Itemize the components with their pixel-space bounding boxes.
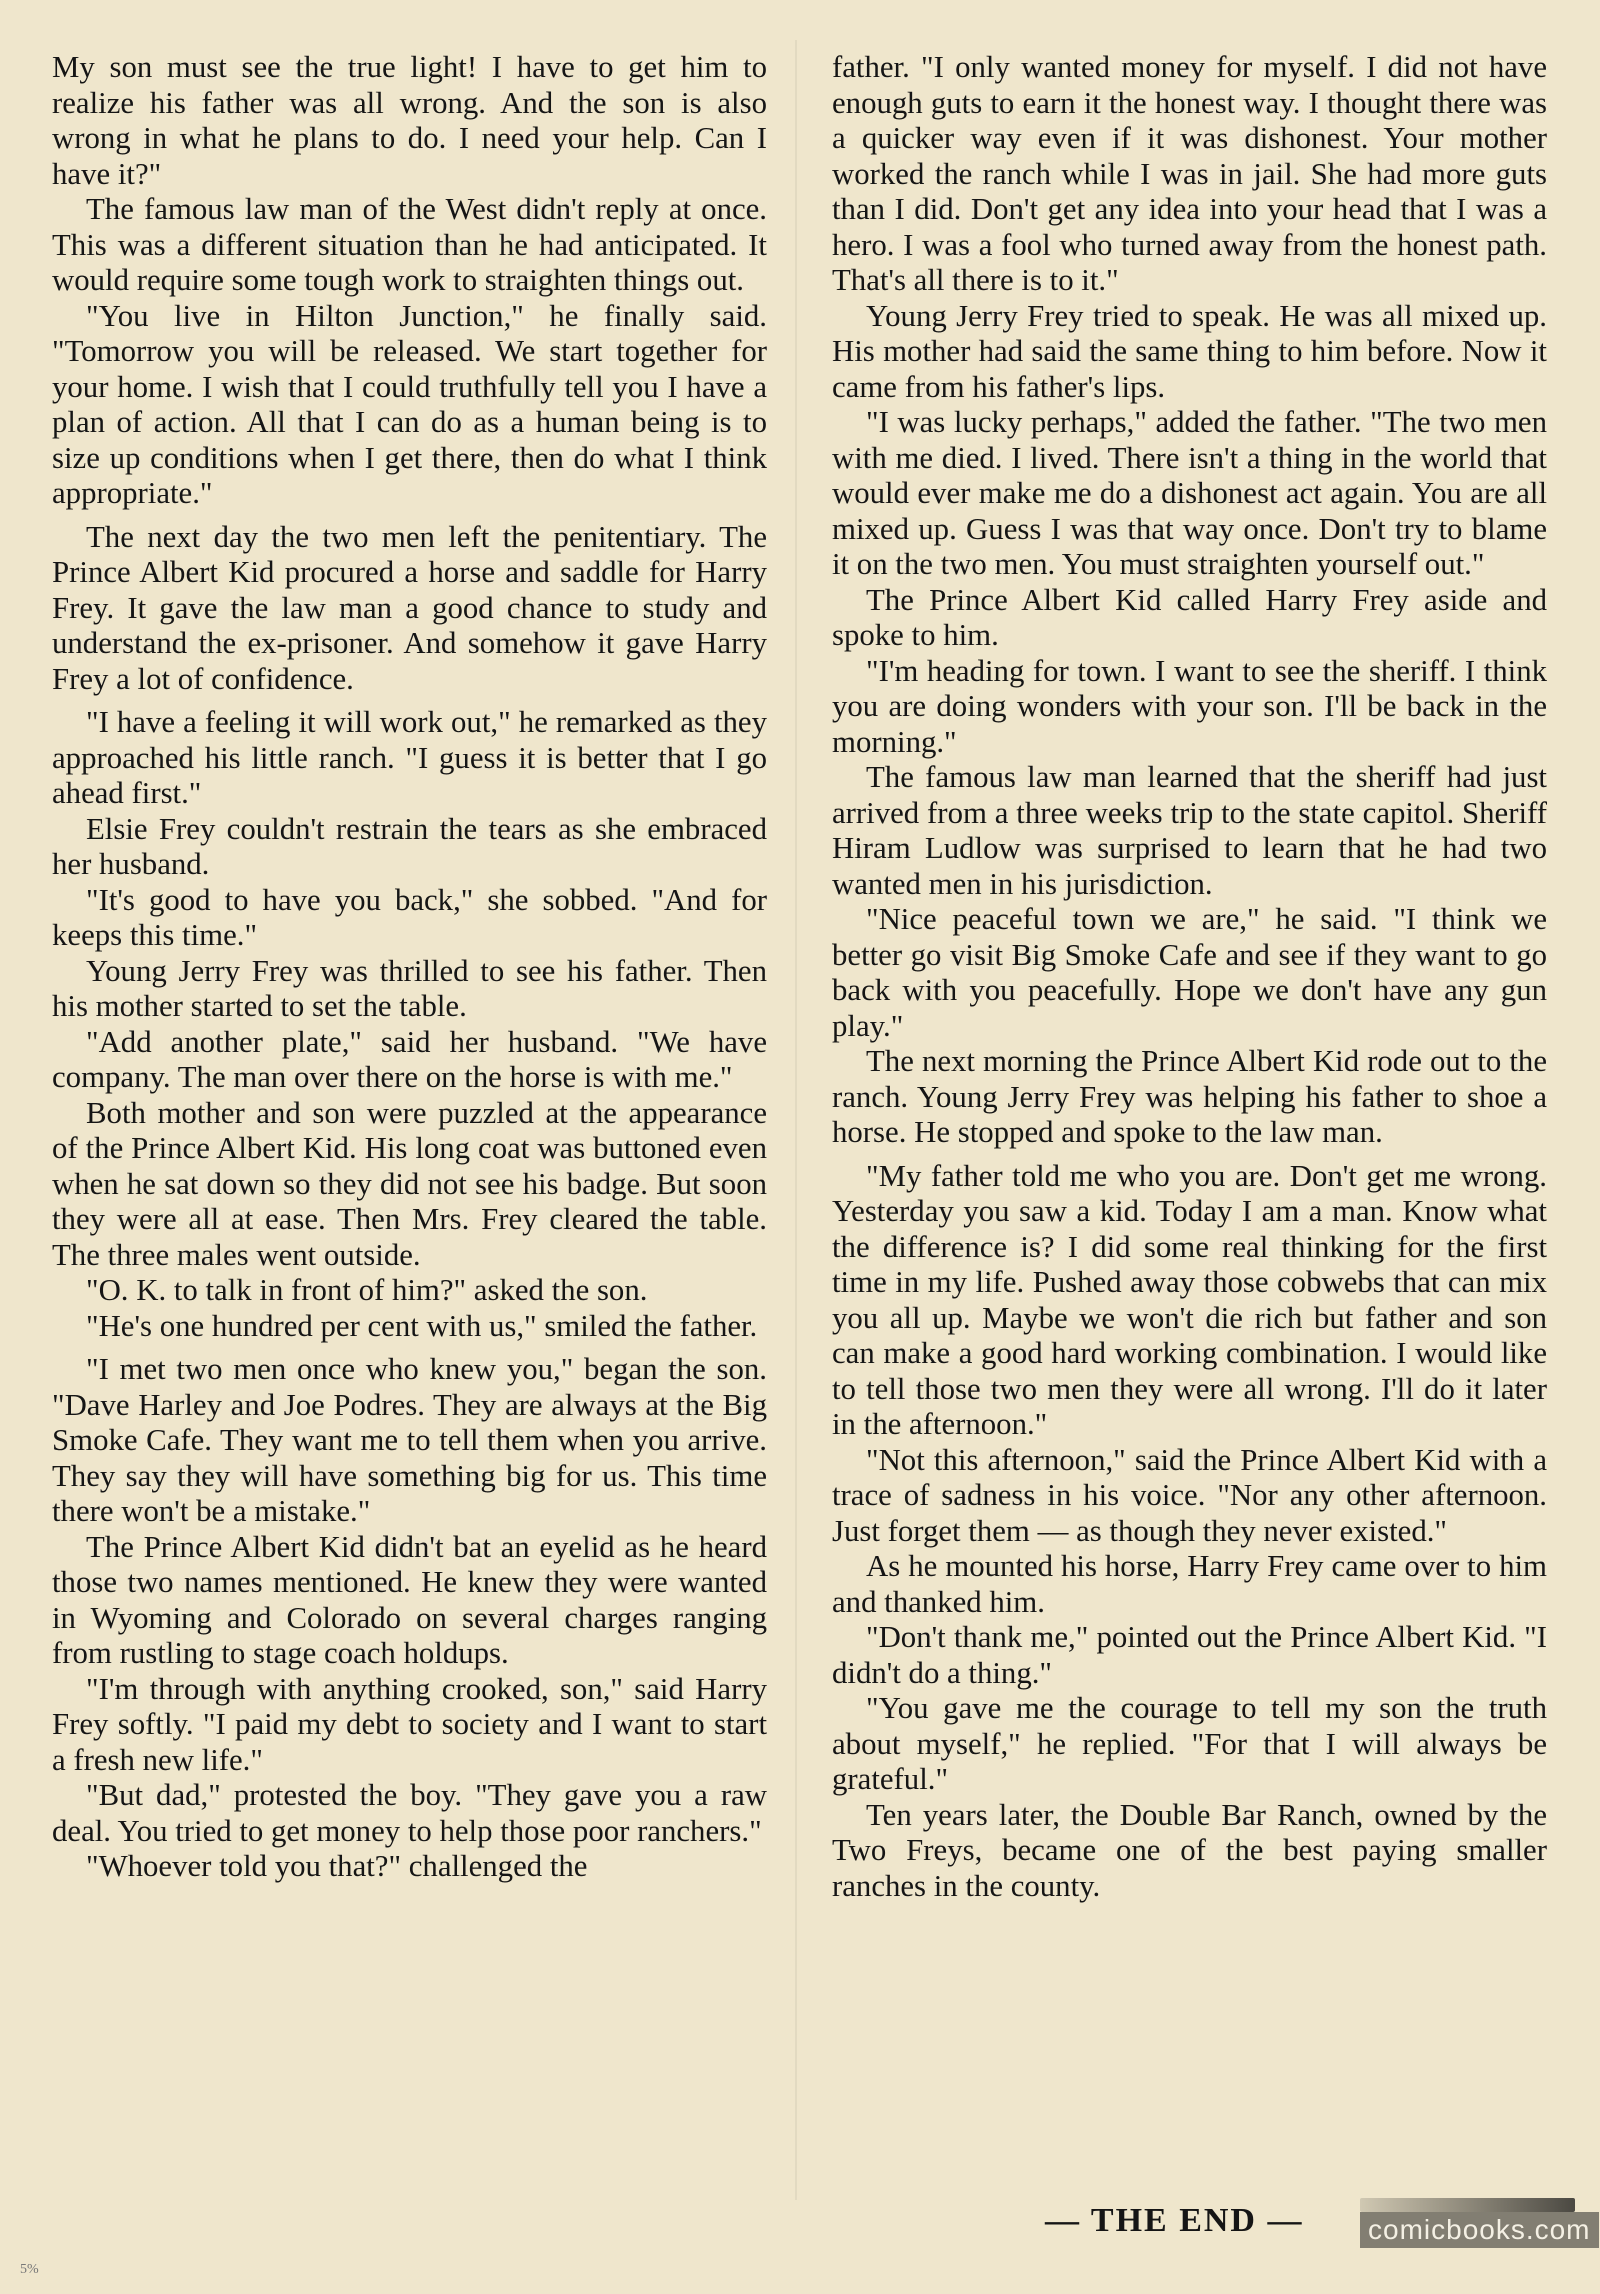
paragraph: The Prince Albert Kid didn't bat an eyelid as he heard those two names mentioned. He knew they were wanted in Wyoming and Colorado on several charges ranging from rustling to stage coach holdups. <box>52 1529 767 1670</box>
paragraph: "My father told me who you are. Don't get me wrong. Yesterday you saw a kid. Today I am a man. Know what the difference is? I did some real thinking for the first time in my life. Pushed away those cobwebs that can mix you all up. Maybe we won't die rich but father and son can make a good hard working combination. I would like to tell those two men they were all wrong. I'll do it later in the afternoon." <box>832 1158 1547 1441</box>
paragraph: "It's good to have you back," she sobbed. "And for keeps this time." <box>52 882 767 952</box>
right-column <box>832 50 1547 1904</box>
paragraph: "But dad," protested the boy. "They gave you a raw deal. You tried to get money to help those poor ranchers." <box>52 1778 767 1848</box>
paragraph: My son must see the true light! I have to get him to realize his father was all wrong. And the son is also wrong in what he plans to do. I need your help. Can I have it?" <box>52 50 767 191</box>
paragraph: The famous law man of the West didn't reply at once. This was a different situation than he had anticipated. It would require some tough work to straighten things out. <box>52 192 767 297</box>
paragraph: Both mother and son were puzzled at the appearance of the Prince Albert Kid. His long coat was buttoned even when he sat down so they did not see his badge. But soon they were all at ease. Then Mrs. Frey cleared the table. The three males went outside. <box>52 1095 767 1272</box>
paragraph: Young Jerry Frey was thrilled to see his father. Then his mother started to set the table. <box>52 953 767 1023</box>
paragraph: Elsie Frey couldn't restrain the tears as she embraced her husband. <box>52 811 767 881</box>
paragraph: "Whoever told you that?" challenged the <box>86 1849 588 1883</box>
paragraph: "I was lucky perhaps," added the father. "The two men with me died. I lived. There isn't a thing in the world that would ever make me do a dishonest act again. You are all mixed up. Guess I was that way once. Don't try to blame it on the two men. You must straighten yourself out." <box>832 405 1547 581</box>
paragraph: "Don't thank me," pointed out the Prince Albert Kid. "I didn't do a thing." <box>832 1620 1547 1690</box>
the-end-label: — THE END — <box>1045 2202 1304 2239</box>
paragraph: The Prince Albert Kid called Harry Frey aside and spoke to him. <box>832 582 1547 652</box>
watermark: comicbooks.com <box>1360 2212 1599 2248</box>
paragraph: Young Jerry Frey tried to speak. He was all mixed up. His mother had said the same thing to him before. Now it came from his father's lips. <box>832 298 1547 404</box>
end-rule-decoration <box>1360 2198 1575 2212</box>
paragraph: "I'm heading for town. I want to see the sheriff. I think you are doing wonders with your son. I'll be back in the morning." <box>832 653 1547 759</box>
paragraph: "You gave me the courage to tell my son the truth about myself," he replied. "For that I will always be grateful." <box>832 1691 1547 1796</box>
paragraph: "O. K. to talk in front of him?" asked the son. <box>86 1273 648 1307</box>
left-column <box>52 50 767 1885</box>
paragraph: "Add another plate," said her husband. "We have company. The man over there on the horse is with me." <box>52 1024 767 1094</box>
paragraph: The famous law man learned that the sheriff had just arrived from a three weeks trip to the state capitol. Sheriff Hiram Ludlow was surprised to learn that he had two wanted men in his jurisdiction. <box>832 760 1547 901</box>
paragraph: "Not this afternoon," said the Prince Albert Kid with a trace of sadness in his voice. "Nor any other afternoon. Just forget them — as though they never existed." <box>832 1442 1547 1548</box>
paragraph: "I met two men once who knew you," began the son. "Dave Harley and Joe Podres. They are always at the Big Smoke Cafe. They want me to tell them when you arrive. They say they will have something big for us. This time there won't be a mistake." <box>52 1352 767 1528</box>
corner-mark: 5% <box>20 2262 39 2277</box>
paragraph: "I'm through with anything crooked, son," said Harry Frey softly. "I paid my debt to society and I want to start a fresh new life." <box>52 1671 767 1777</box>
paragraph: "You live in Hilton Junction," he finally said. "Tomorrow you will be released. We start together for your home. I wish that I could truthfully tell you I have a plan of action. All that I can do as a human being is to size up conditions when I get there, then do what I think appropriate." <box>52 298 767 510</box>
paragraph: "I have a feeling it will work out," he remarked as they approached his little ranch. "I guess it is better that I go ahead first." <box>52 705 767 810</box>
paragraph: "Nice peaceful town we are," he said. "I think we better go visit Big Smoke Cafe and see if they want to go back with you peacefully. Hope we don't have any gun play." <box>832 902 1547 1043</box>
column-divider <box>795 40 797 2200</box>
paragraph: Ten years later, the Double Bar Ranch, owned by the Two Freys, became one of the best paying smaller ranches in the county. <box>832 1797 1547 1903</box>
paragraph: As he mounted his horse, Harry Frey came over to him and thanked him. <box>832 1549 1547 1619</box>
paragraph: "He's one hundred per cent with us," smiled the father. <box>86 1308 758 1343</box>
paragraph: The next morning the Prince Albert Kid rode out to the ranch. Young Jerry Frey was helping his father to shoe a horse. He stopped and spoke to the law man. <box>832 1044 1547 1149</box>
paragraph: father. "I only wanted money for myself. I did not have enough guts to earn it the honest way. I thought there was a quicker way even if it was dishonest. Your mother worked the ranch while I was in jail. She had more guts than I did. Don't get any idea into your head that I was a hero. I was a fool who turned away from the honest path. That's all there is to it." <box>832 50 1547 297</box>
paragraph: The next day the two men left the penitentiary. The Prince Albert Kid procured a horse and saddle for Harry Frey. It gave the law man a good chance to study and understand the ex-prisoner. And somehow it gave Harry Frey a lot of confidence. <box>52 519 767 696</box>
